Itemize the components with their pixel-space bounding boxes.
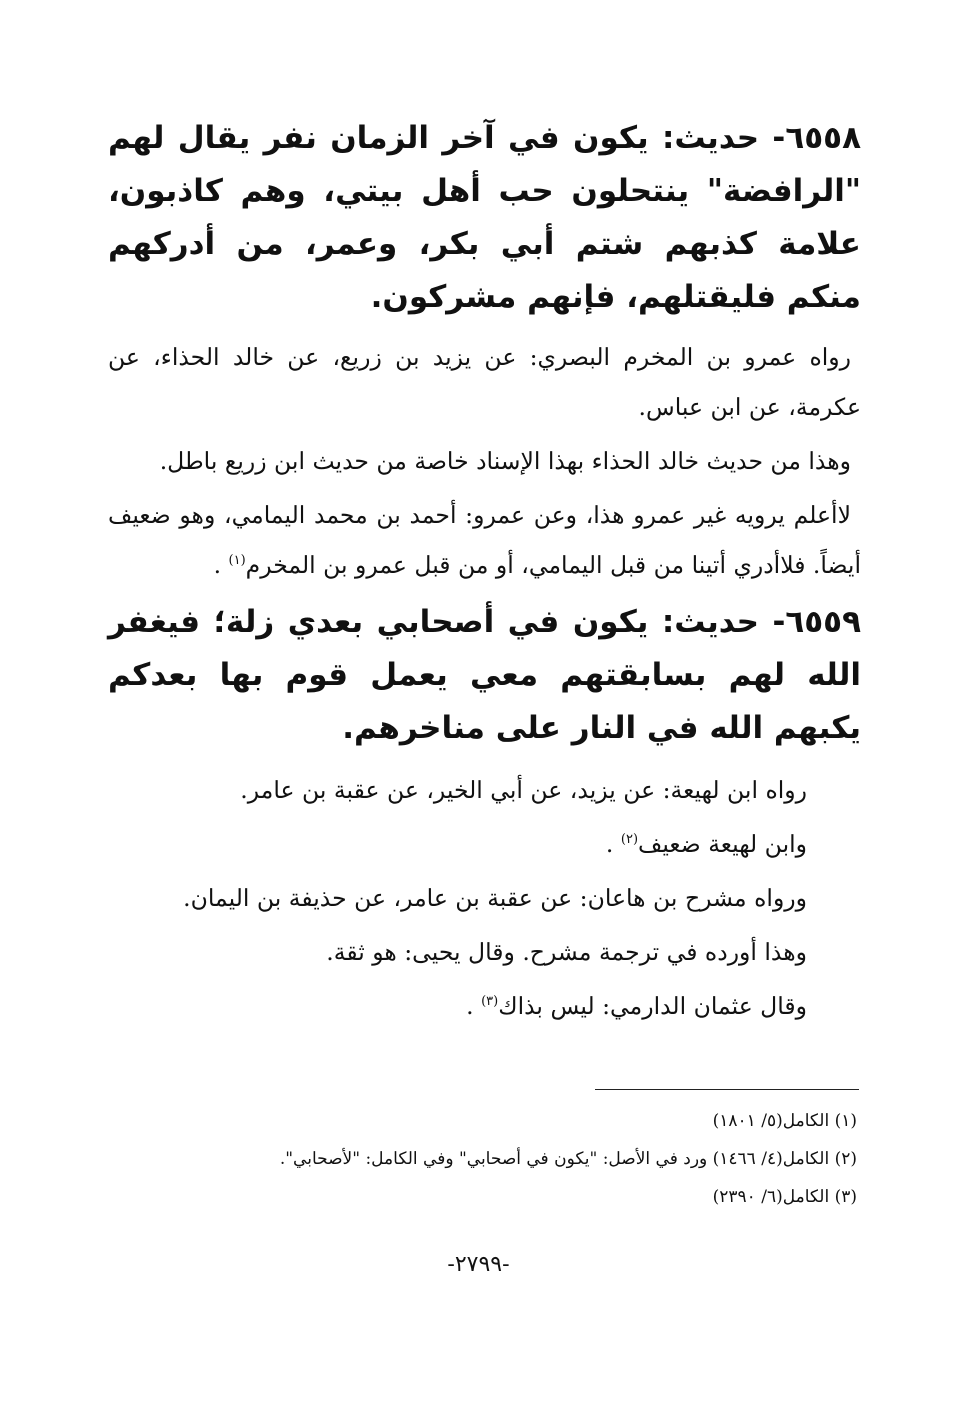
commentary-6559-line4: وهذا أورده في ترجمة مشرح. وقال يحيى: هو ثقة. [326,938,807,966]
commentary-6558-p1: رواه عمرو بن المخرم البصري: عن يزيد بن زريع، عن خالد الحذاء، عن عكرمة، عن ابن عباس. [108,343,861,421]
commentary-6558-p2: وهذا من حديث خالد الحذاء بهذا الإسناد خاصة من حديث ابن زريع باطل. [159,447,851,475]
footnotes [100,1102,857,1216]
footnote-ref-3: (٣) [481,994,499,1010]
main-text [108,112,861,1033]
footnote-ref-2: (٢) [620,832,639,848]
commentary-6559-line2: وابن لهيعة ضعيف$^{(٢)}$ . [605,830,807,858]
hadith-6559: ٦٥٥٩- حديث: يكون في أصحابي بعدي زلة؛ فيغفر الله لهم بسابقتهم معي يعمل قوم بها بعدكم يكبهم الله في النار على مناخرهم. [108,604,861,746]
footnote-2: (٢) الكامل(٤/ ١٤٦٦) ورد في الأصل: "يكون في أصحابي" وفي الكامل: "لأصحابي". [279,1149,857,1169]
footnote-divider [595,1089,859,1090]
commentary-6559-line5: وقال عثمان الدارمي: ليس بذاك$^{(٣)}$ . [466,992,807,1020]
commentary-6559-line1: رواه ابن لهيعة: عن يزيد، عن أبي الخير، عن عقبة بن عامر. [240,776,807,804]
footnote-ref-1: (١) [228,553,246,569]
footnote-3: (٣) الكامل(٦/ ٢٣٩٠) [712,1187,857,1207]
commentary-6558-p3: لاأعلم يرويه غير عمرو هذا، وعن عمرو: أحمد بن محمد اليمامي، وهو ضعيف أيضاً. فلاأدري أتينا من قبل اليمامي، أو من قبل عمرو بن المخرم$^{(١)}$ . [108,501,861,579]
hadith-6558: ٦٥٥٨- حديث: يكون في آخر الزمان نفر يقال لهم "الرافضة" ينتحلون حب أهل بيتي، وهم كاذبون، علامة كذبهم شتم أبي بكر، وعمر، من أدركهم منكم فليقتلهم، فإنهم مشركون. [108,120,861,315]
commentary-6558-p3-text: لاأعلم يرويه غير عمرو هذا، وعن عمرو: أحمد بن محمد اليمامي، وهو ضعيف أيضاً. فلاأدري أتينا من قبل اليمامي، أو من قبل عمرو بن المخرم [108,501,861,579]
commentary-6559-line3: ورواه مشرح بن هاعان: عن عقبة بن عامر، عن حذيفة بن اليمان. [183,884,807,912]
page-number: -٢٧٩٩- [447,1252,510,1277]
footnote-1: (١) الكامل(٥/ ١٨٠١) [712,1111,857,1131]
commentary-6559-line2-text: وابن لهيعة ضعيف [638,830,807,858]
commentary-6559-line5-text: وقال عثمان الدارمي: ليس بذاك [498,992,807,1020]
